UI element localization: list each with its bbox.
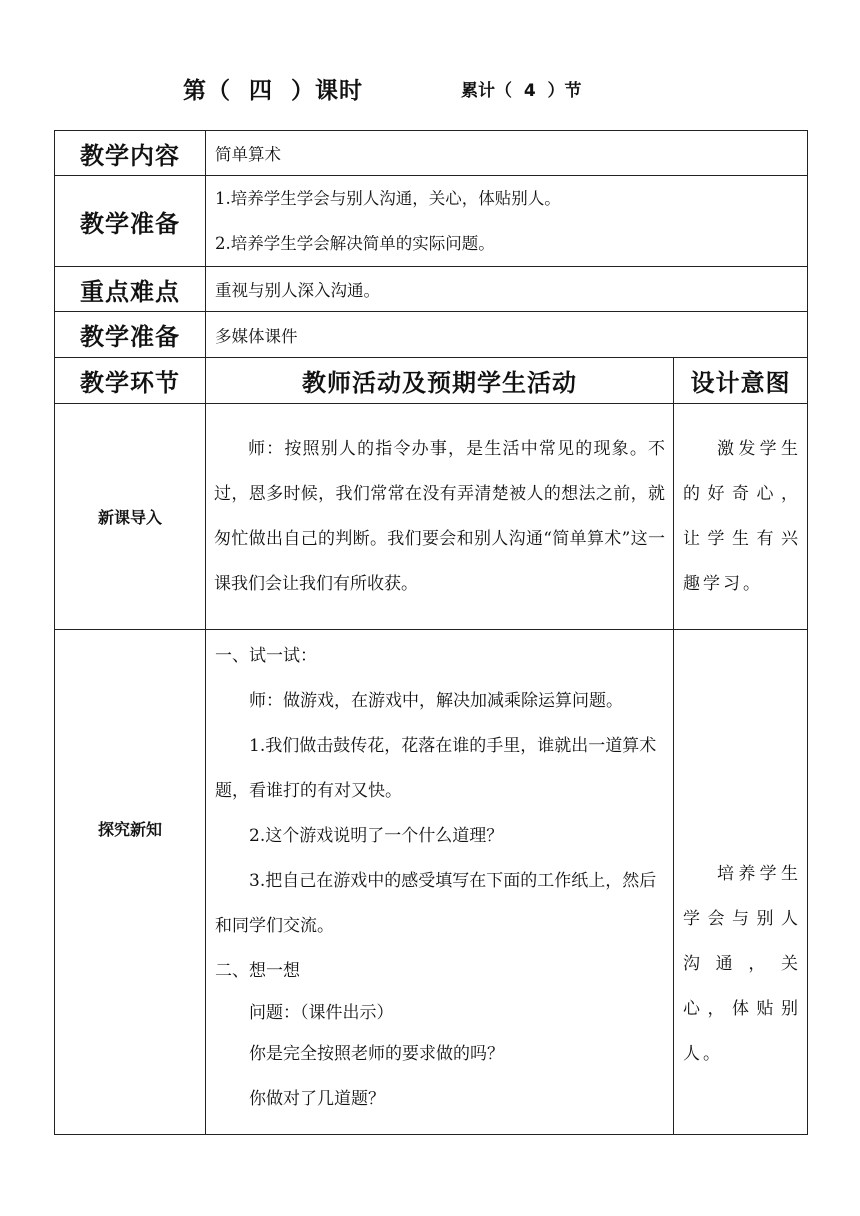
row-prep (55, 176, 808, 267)
intent-explore: 培养学生学会与别人沟通，关心，体贴别人。 (674, 630, 808, 1135)
label-prep2: 教学准备 (55, 312, 206, 358)
value-key: 重视与别人深入沟通。 (206, 267, 808, 312)
intent-intro: 激发学生的好奇心，让学生有兴趣学习。 (674, 404, 808, 630)
lesson-header (0, 70, 860, 106)
explore-step-1: 一、试一试： (215, 646, 317, 666)
stage-intro: 新课导入 (55, 404, 206, 630)
row-prep2 (55, 312, 808, 358)
label-key: 重点难点 (55, 267, 206, 312)
explore-step-5: 3.把自己在游戏中的感受填写在下面的工作纸上，然后和同学们交流。 (215, 871, 657, 936)
col-activity: 教师活动及预期学生活动 (206, 358, 674, 404)
explore-step-7: 问题：（课件出示） (249, 1003, 394, 1023)
row-content (55, 131, 808, 176)
value-prep (206, 176, 808, 267)
row-intro (55, 404, 808, 630)
stage-explore: 探究新知 (55, 630, 206, 1135)
value-prep2: 多媒体课件 (206, 312, 808, 358)
label-prep: 教学准备 (55, 176, 206, 267)
explore-step-8: 你是完全按照老师的要求做的吗？ (249, 1044, 504, 1064)
explore-step-6: 二、想一想 (215, 961, 300, 981)
row-column-headers (55, 358, 808, 404)
prep-line-2: 2.培养学生学会解决简单的实际问题。 (215, 234, 495, 253)
explore-step-2: 师：做游戏，在游戏中，解决加减乘除运算问题。 (249, 691, 623, 711)
activity-explore (206, 630, 674, 1135)
activity-intro: 师：按照别人的指令办事，是生活中常见的现象。不过，恩多时候，我们常常在没有弄清楚被人的想法之前，就匆忙做出自己的判断。我们要会和别人沟通“简单算术”这一课我们会让我们有所收获。 (206, 404, 674, 630)
explore-step-3: 1.我们做击鼓传花，花落在谁的手里，谁就出一道算术题，看谁打的有对又快。 (215, 736, 657, 801)
prep-line-1: 1.培养学生学会与别人沟通，关心，体贴别人。 (215, 189, 561, 208)
lesson-plan-table (54, 130, 808, 1135)
row-key (55, 267, 808, 312)
explore-step-4: 2.这个游戏说明了一个什么道理？ (249, 826, 504, 846)
lesson-number: 第（ 四 ）课时 (183, 78, 364, 104)
col-intent: 设计意图 (674, 358, 808, 404)
col-stage: 教学环节 (55, 358, 206, 404)
cumulative-count: 累计（ 4 ）节 (461, 81, 582, 101)
value-content: 简单算术 (206, 131, 808, 176)
explore-step-9: 你做对了几道题？ (249, 1089, 385, 1109)
row-explore (55, 630, 808, 1135)
label-content: 教学内容 (55, 131, 206, 176)
